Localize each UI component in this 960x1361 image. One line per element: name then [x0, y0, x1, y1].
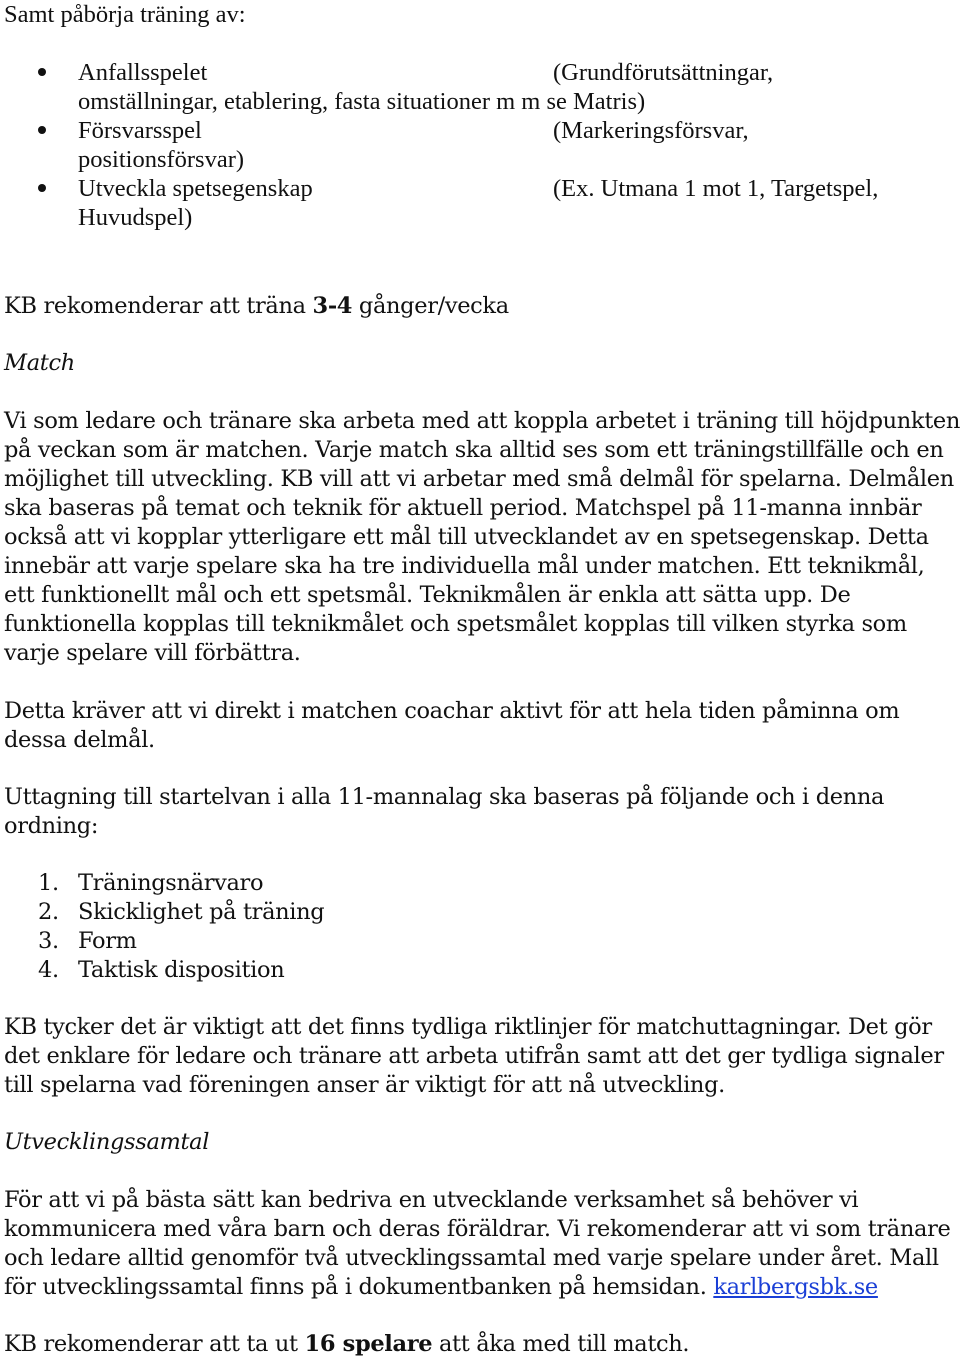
- bullet-item-note-cont: positionsförsvar): [78, 146, 245, 173]
- intro-text: Samt påbörja träning av:: [4, 1, 246, 28]
- criteria-number: 3.: [38, 928, 59, 954]
- paragraph-line: dessa delmål.: [4, 727, 155, 753]
- criteria-label: Träningsnärvaro: [78, 870, 264, 896]
- bullet-item-label: Anfallsspelet: [78, 59, 208, 86]
- bullet-item-label: Utveckla spetsegenskap: [78, 175, 313, 202]
- paragraph-line: möjlighet till utveckling. KB vill att vi arbetar med små delmål för spelarna. Delmålen: [4, 466, 954, 492]
- bullet-item-label: Försvarsspel: [78, 117, 202, 144]
- paragraph-line: varje spelare vill förbättra.: [4, 640, 301, 666]
- paragraph-line: innebär att varje spelare ska ha tre individuella mål under matchen. Ett teknikmål,: [4, 553, 925, 579]
- criteria-number: 1.: [38, 870, 59, 896]
- bullet-item-note-cont: omställningar, etablering, fasta situationer m m se Matris): [78, 88, 646, 115]
- text-span: för utvecklingssamtal finns på i dokumentbanken på hemsidan.: [4, 1274, 714, 1300]
- criteria-number: 4.: [38, 957, 59, 983]
- paragraph-line: på veckan som är matchen. Varje match ska alltid ses som ett träningstillfälle och en: [4, 437, 944, 463]
- paragraph-line: ett funktionellt mål och ett spetsmål. Teknikmålen är enkla att sätta upp. De: [4, 582, 851, 608]
- paragraph-line: Uttagning till startelvan i alla 11-mannalag ska baseras på följande och i denna: [4, 784, 885, 810]
- section-heading-match: Match: [4, 350, 75, 376]
- text-span: gånger/vecka: [352, 293, 509, 319]
- criteria-number: 2.: [38, 899, 59, 925]
- text-span: KB rekomenderar att ta ut: [4, 1331, 305, 1357]
- paragraph-line: ordning:: [4, 813, 99, 839]
- bullet-item-note: (Markeringsförsvar,: [553, 117, 749, 144]
- bullet-item-note: (Ex. Utmana 1 mot 1, Targetspel,: [553, 175, 879, 202]
- paragraph-line: till spelarna vad föreningen anser är viktigt för att nå utveckling.: [4, 1072, 725, 1098]
- criteria-label: Skicklighet på träning: [78, 899, 325, 925]
- paragraph-line: kommunicera med våra barn och deras föräldrar. Vi rekomenderar att vi som tränare: [4, 1216, 951, 1242]
- paragraph-line: också att vi kopplar ytterligare ett mål till utvecklandet av en spetsegenskap. Detta: [4, 524, 929, 550]
- paragraph-line: Vi som ledare och tränare ska arbeta med att koppla arbetet i träning till höjdpunkten: [4, 408, 960, 434]
- bullet-icon: [38, 126, 46, 134]
- criteria-label: Form: [78, 928, 137, 954]
- paragraph-line: ska baseras på temat och teknik för aktuell period. Matchspel på 11-manna innbär: [4, 495, 922, 521]
- bullet-icon: [38, 184, 46, 192]
- paragraph-line: och ledare alltid genomför två utvecklingssamtal med varje spelare under året. Mall: [4, 1245, 939, 1271]
- paragraph-line: [4, 1273, 878, 1302]
- section-heading-talks: Utvecklingssamtal: [4, 1129, 210, 1155]
- squad-recommendation: [4, 1330, 689, 1359]
- emphasis: 16 spelare: [304, 1331, 433, 1357]
- paragraph-line: funktionella kopplas till teknikmålet och spetsmålet kopplas till vilken styrka som: [4, 611, 907, 637]
- website-link[interactable]: karlbergsbk.se: [713, 1274, 878, 1300]
- paragraph-line: KB tycker det är viktigt att det finns tydliga riktlinjer för matchuttagningar. Det gör: [4, 1014, 932, 1040]
- criteria-label: Taktisk disposition: [78, 957, 285, 983]
- bullet-icon: [38, 68, 46, 76]
- bullet-item-note: (Grundförutsättningar,: [553, 59, 774, 86]
- text-span: att åka med till match.: [432, 1331, 690, 1357]
- paragraph-line: För att vi på bästa sätt kan bedriva en utvecklande verksamhet så behöver vi: [4, 1187, 859, 1213]
- paragraph-line: det enklare för ledare och tränare att arbeta utifrån samt att det ger tydliga signaler: [4, 1043, 944, 1069]
- emphasis: 3-4: [312, 293, 353, 319]
- training-recommendation: [4, 292, 509, 321]
- paragraph-line: Detta kräver att vi direkt i matchen coachar aktivt för att hela tiden påminna om: [4, 698, 900, 724]
- text-span: KB rekomenderar att träna: [4, 293, 313, 319]
- bullet-item-note-cont: Huvudspel): [78, 204, 193, 231]
